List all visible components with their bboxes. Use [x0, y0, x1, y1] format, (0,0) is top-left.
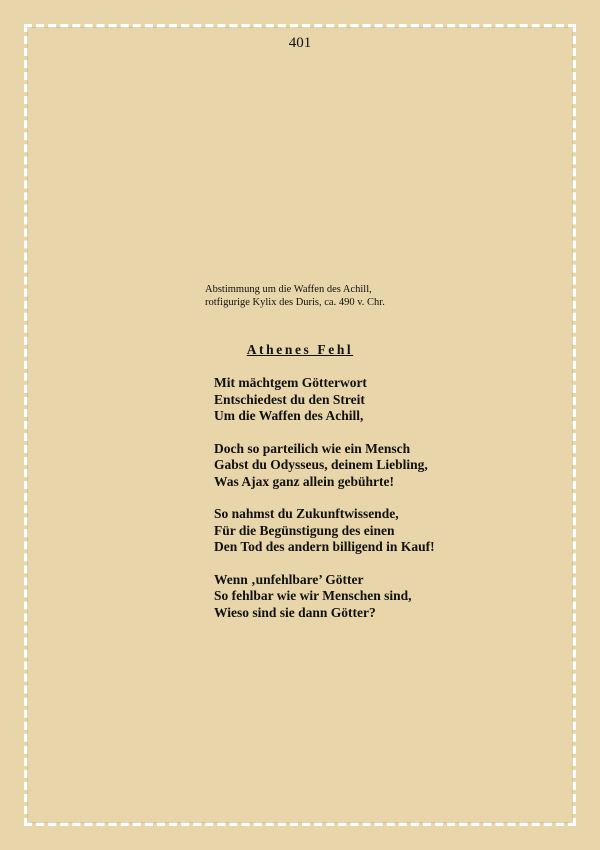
poem-body: [214, 375, 435, 637]
poem-stanza: [214, 506, 435, 556]
poem-stanza: [214, 572, 435, 622]
poem-verse: Entschiedest du den Streit: [214, 391, 365, 407]
page-number: 401: [288, 35, 312, 51]
poem-title: Athenes Fehl: [246, 342, 354, 357]
poem-verse: Wenn ‚unfehlbare’ Götter: [214, 571, 364, 587]
poem-verse: Gabst du Odysseus, deinem Liebling,: [214, 457, 428, 472]
poem-verse: So nahmst du Zukunftwissende,: [214, 506, 399, 521]
image-caption: [205, 283, 385, 309]
caption-line: rotfigurige Kylix des Duris, ca. 490 v. Chr.: [205, 297, 385, 308]
poem-verse: Mit mächtgem Götterwort: [214, 375, 367, 390]
poem-verse: Wieso sind sie dann Götter?: [214, 604, 376, 620]
poem-stanza: [214, 441, 435, 491]
poem-verse: Um die Waffen des Achill,: [214, 408, 364, 423]
poem-verse: Den Tod des andern billigend in Kauf!: [214, 539, 435, 554]
poem-verse: So fehlbar wie wir Menschen sind,: [214, 588, 412, 603]
poem-stanza: [214, 375, 435, 425]
poem-verse: Für die Begünstigung des einen: [214, 522, 395, 538]
poem-verse: Doch so parteilich wie ein Mensch: [214, 440, 411, 456]
poem-verse: Was Ajax ganz allein gebührte!: [214, 473, 395, 489]
caption-line: Abstimmung um die Waffen des Achill,: [205, 284, 372, 295]
